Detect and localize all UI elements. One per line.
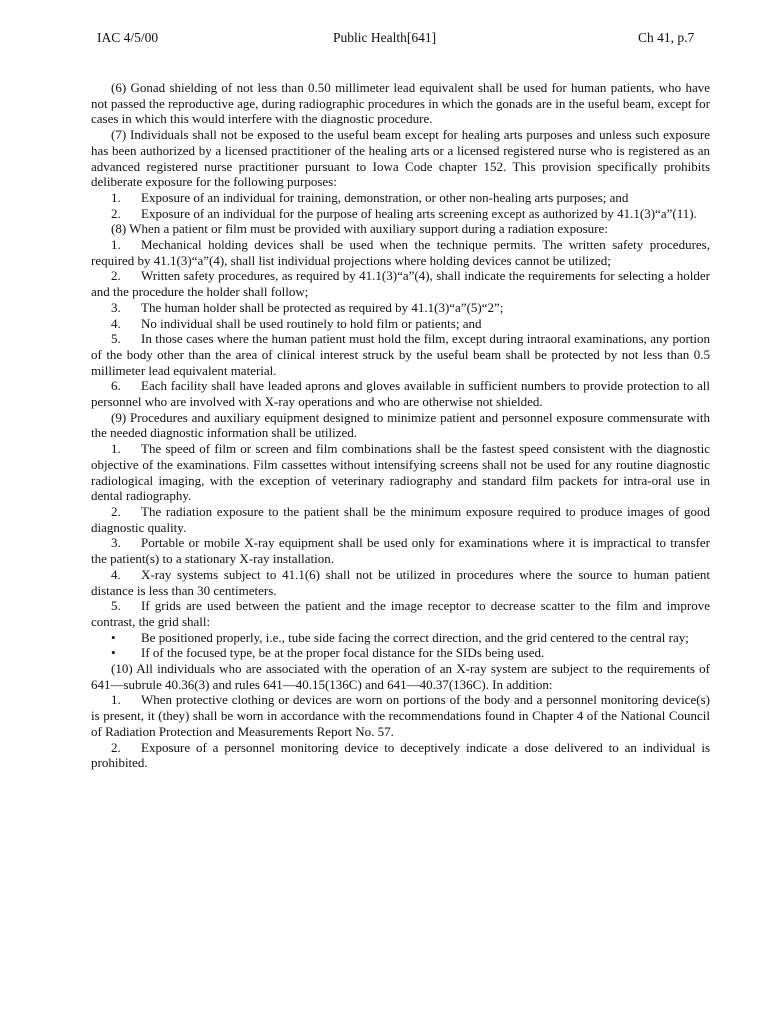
document-body [91,80,710,771]
item-number: 2. [111,268,121,284]
item-number: 1. [111,441,121,457]
item-number: 6. [111,378,121,394]
paragraph-text: X-ray systems subject to 41.1(6) shall not be utilized in procedures where the source to human patient distance is less than 30 centimeters. [91,566,710,598]
paragraph-text: Exposure of an individual for the purpose of healing arts screening except as authorized by 41.1(3)“a”(11). [141,205,697,221]
list-item [91,692,710,739]
paragraph-text: If grids are used between the patient and the image receptor to decrease scatter to the film and improve contrast, the grid shall: [91,598,710,629]
paragraph-text: Mechanical holding devices shall be used when the technique permits. The written safety procedures, required by 41.1(3)“a”(4), shall list individual projections where holding devices cannot be utilized; [91,237,710,268]
item-number: 1. [111,189,121,205]
item-number: 2. [111,503,121,519]
paragraph-text: In those cases where the human patient must hold the film, except during intraoral examinations, any portion of the body other than the area of clinical interest struck by the useful beam shall be protected by not less than 0.5 millimeter lead equivalent material. [91,331,710,378]
list-item [91,645,710,661]
paragraph-text: Portable or mobile X-ray equipment shall be used only for examinations where it is impractical to transfer the patient(s) to a stationary X-ray installation. [91,535,710,567]
paragraph [91,221,710,237]
paragraph [91,127,710,190]
paragraph-text: No individual shall be used routinely to hold film or patients; and [141,315,482,331]
item-number: 3. [111,299,121,315]
header-left: IAC 4/5/00 [97,30,159,45]
list-item [91,441,710,504]
paragraph-text: The radiation exposure to the patient shall be the minimum exposure required to produce images of good diagnostic quality. [91,503,710,535]
paragraph-text: (9) Procedures and auxiliary equipment designed to minimize patient and personnel exposure commensurate with the needed diagnostic information shall be utilized. [91,409,710,441]
paragraph-text: Written safety procedures, as required by 41.1(3)“a”(4), shall indicate the requirements for selecting a holder and the procedure the holder shall follow; [91,268,710,300]
paragraph-text: Each facility shall have leaded aprons and gloves available in sufficient numbers to provide protection to all personnel who are involved with X-ray operations and who are otherwise not shielded. [91,378,710,410]
paragraph-text: (6) Gonad shielding of not less than 0.50 millimeter lead equivalent shall be used for human patients, who have not passed the reproductive age, during radiographic procedures in which the gonads are in the useful beam, except for cases in which this would interfere with the diagnostic procedure. [91,80,710,127]
paragraph-text: The human holder shall be protected as required by 41.1(3)“a”(5)“2”; [141,299,504,315]
header-right: Ch 41, p.7 [638,30,695,45]
item-number: • [111,645,116,661]
paragraph [91,80,710,127]
paragraph [91,410,710,441]
list-item [91,535,710,566]
paragraph-text: (8) When a patient or film must be provided with auxiliary support during a radiation exposure: [111,221,608,237]
list-item [91,316,710,332]
item-number: 5. [111,598,121,614]
paragraph-text: (10) All individuals who are associated with the operation of an X-ray system are subject to the requirements of 641—subrule 40.36(3) and rules 641—40.15(136C) and 641—40.37(136C). In addition: [91,661,710,692]
paragraph-text: Exposure of a personnel monitoring device to deceptively indicate a dose delivered to an individual is prohibited. [91,739,710,771]
list-item [91,504,710,535]
list-item [91,567,710,598]
item-number: • [111,629,116,645]
paragraph-text: The speed of film or screen and film combinations shall be the fastest speed consistent with the diagnostic objective of the examinations. Film cassettes without intensifying screens shall not be used for any routine diagnostic radiological imaging, with the exception of veterinary radiography and standard film packets for intra-oral use in dental radiography. [91,441,710,504]
list-item [91,378,710,409]
item-number: 4. [111,566,121,582]
list-item [91,300,710,316]
paragraph-text: (7) Individuals shall not be exposed to the useful beam except for healing arts purposes and unless such exposure has been authorized by a licensed practitioner of the healing arts or a licensed registered nurse who is registered as an advanced registered nurse practitioner pursuant to Iowa Code chapter 152. This provision specifically prohibits deliberate exposure for the following purposes: [91,127,710,190]
item-number: 1. [111,692,121,708]
list-item [91,206,710,222]
item-number: 2. [111,205,121,221]
item-number: 2. [111,739,121,755]
item-number: 5. [111,331,121,347]
item-number: 4. [111,315,121,331]
list-item [91,237,710,268]
header-center: Public Health[641] [333,30,437,45]
paragraph-text: Exposure of an individual for training, demonstration, or other non-healing arts purposes; and [141,189,629,205]
paragraph-text: Be positioned properly, i.e., tube side facing the correct direction, and the grid centered to the central ray; [141,629,689,645]
item-number: 3. [111,535,121,551]
paragraph [91,661,710,692]
list-item [91,740,710,771]
list-item [91,190,710,206]
paragraph-text: When protective clothing or devices are worn on portions of the body and a personnel monitoring device(s) is present, it (they) shall be worn in accordance with the recommendations found in Chapter 4 of the National Council of Radiation Protection and Measurements Report No. 57. [91,692,710,739]
list-item [91,630,710,646]
list-item [91,331,710,378]
item-number: 1. [111,237,121,253]
page-header [0,30,770,50]
paragraph-text: If of the focused type, be at the proper focal distance for the SIDs being used. [141,645,545,661]
list-item [91,598,710,629]
list-item [91,268,710,299]
